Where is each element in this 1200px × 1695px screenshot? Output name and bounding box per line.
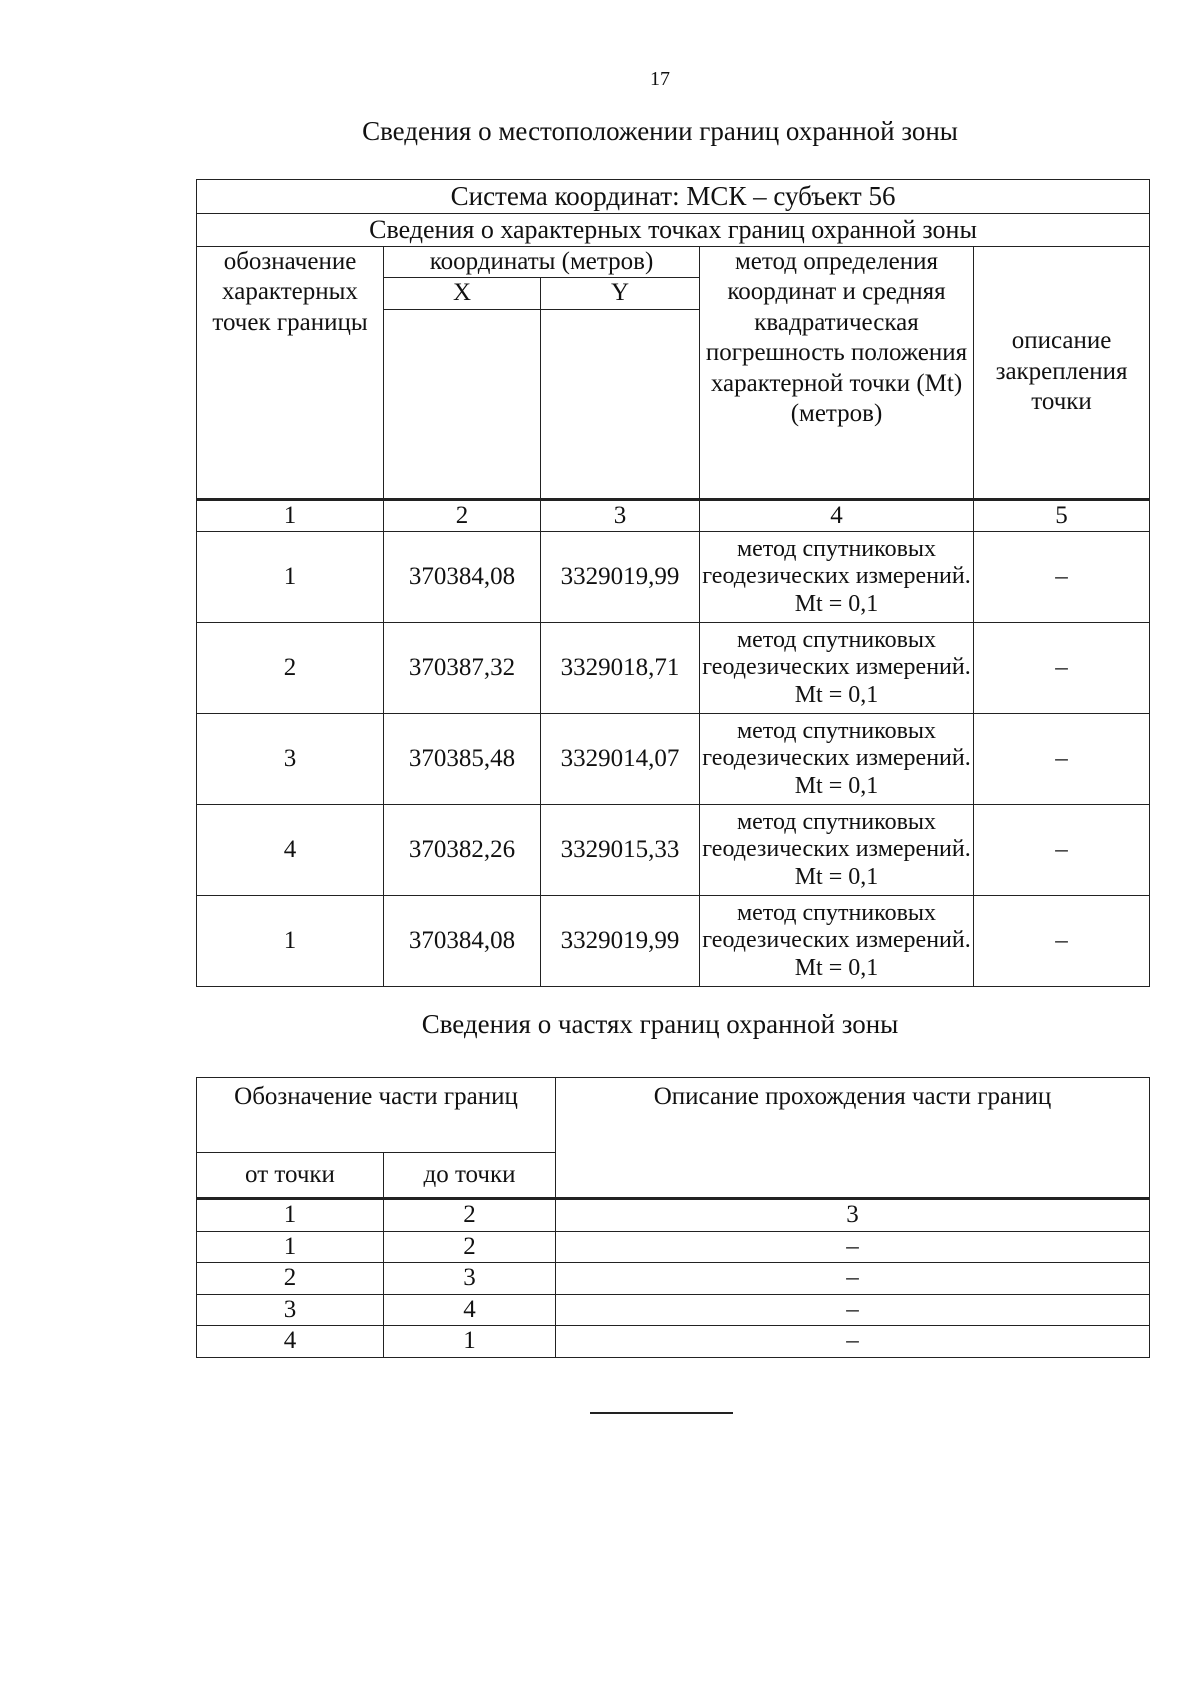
description-value: – — [974, 714, 1150, 805]
boundary-parts-table — [196, 1077, 1150, 1358]
point-label: 3 — [197, 714, 384, 805]
point-label: 2 — [197, 623, 384, 714]
column-index: 2 — [384, 1199, 556, 1232]
section-title-cell: Сведения о характерных точках границ охранной зоны — [197, 213, 1150, 246]
column-index: 4 — [700, 499, 974, 532]
to-point: 4 — [384, 1294, 556, 1326]
table-row — [197, 1294, 1150, 1326]
header-x: X — [384, 278, 541, 310]
part-description: – — [556, 1326, 1150, 1358]
y-value: 3329019,99 — [541, 532, 700, 623]
page-number: 17 — [650, 68, 670, 90]
table-row — [197, 805, 1150, 896]
table-row — [197, 1263, 1150, 1295]
method-value: метод спутниковых геодезических измерений. Mt = 0,1 — [700, 623, 974, 714]
column-index: 3 — [556, 1199, 1150, 1232]
header-coordinates: координаты (метров) — [384, 246, 700, 278]
method-value: метод спутниковых геодезических измерений. Mt = 0,1 — [700, 805, 974, 896]
from-point: 2 — [197, 1263, 384, 1295]
coordinate-system-row — [197, 180, 1150, 214]
section-heading-parts: Сведения о частях границ охранной зоны — [421, 1009, 899, 1039]
part-description: – — [556, 1294, 1150, 1326]
x-value: 370384,08 — [384, 532, 541, 623]
column-index: 2 — [384, 499, 541, 532]
parts-index-row — [197, 1199, 1150, 1232]
column-index: 3 — [541, 499, 700, 532]
header-method: метод определения координат и средняя квадратическая погрешность положения характерной точки (Mt) (метров) — [700, 246, 974, 499]
description-value: – — [974, 805, 1150, 896]
method-value: метод спутниковых геодезических измерений. Mt = 0,1 — [700, 532, 974, 623]
parts-header-row-1 — [197, 1078, 1150, 1153]
section-heading-location: Сведения о местоположении границ охранной зоны — [362, 116, 958, 146]
header-description: описание закрепления точки — [974, 246, 1150, 499]
description-value: – — [974, 532, 1150, 623]
section-title-row — [197, 213, 1150, 246]
y-value: 3329018,71 — [541, 623, 700, 714]
header-to-point: до точки — [384, 1153, 556, 1199]
from-point: 3 — [197, 1294, 384, 1326]
header-y: Y — [541, 278, 700, 310]
coordinate-system-cell: Система координат: МСК – субъект 56 — [197, 180, 1150, 214]
header-parts-description: Описание прохождения части границ — [556, 1078, 1150, 1199]
y-value: 3329015,33 — [541, 805, 700, 896]
x-value: 370384,08 — [384, 896, 541, 987]
header-y-blank — [541, 309, 700, 499]
method-value: метод спутниковых геодезических измерений. Mt = 0,1 — [700, 714, 974, 805]
x-value: 370385,48 — [384, 714, 541, 805]
x-value: 370382,26 — [384, 805, 541, 896]
point-label: 4 — [197, 805, 384, 896]
to-point: 1 — [384, 1326, 556, 1358]
description-value: – — [974, 896, 1150, 987]
to-point: 2 — [384, 1231, 556, 1263]
table-row — [197, 1326, 1150, 1358]
header-designation: Обозначение части границ — [197, 1078, 556, 1153]
y-value: 3329019,99 — [541, 896, 700, 987]
point-label: 1 — [197, 532, 384, 623]
header-x-blank — [384, 309, 541, 499]
x-value: 370387,32 — [384, 623, 541, 714]
column-index: 1 — [197, 1199, 384, 1232]
header-from-point: от точки — [197, 1153, 384, 1199]
table-row — [197, 623, 1150, 714]
header-row-1 — [197, 246, 1150, 278]
column-index-row — [197, 499, 1150, 532]
to-point: 3 — [384, 1263, 556, 1295]
table-row — [197, 714, 1150, 805]
from-point: 4 — [197, 1326, 384, 1358]
table-row — [197, 1231, 1150, 1263]
description-value: – — [974, 623, 1150, 714]
column-index: 1 — [197, 499, 384, 532]
part-description: – — [556, 1263, 1150, 1295]
point-label: 1 — [197, 896, 384, 987]
table-row — [197, 896, 1150, 987]
from-point: 1 — [197, 1231, 384, 1263]
table-row — [197, 532, 1150, 623]
end-divider — [590, 1412, 733, 1414]
column-index: 5 — [974, 499, 1150, 532]
header-point-label: обозначение характерных точек границы — [197, 246, 384, 499]
part-description: – — [556, 1231, 1150, 1263]
method-value: метод спутниковых геодезических измерений. Mt = 0,1 — [700, 896, 974, 987]
coordinates-table — [196, 179, 1150, 987]
y-value: 3329014,07 — [541, 714, 700, 805]
